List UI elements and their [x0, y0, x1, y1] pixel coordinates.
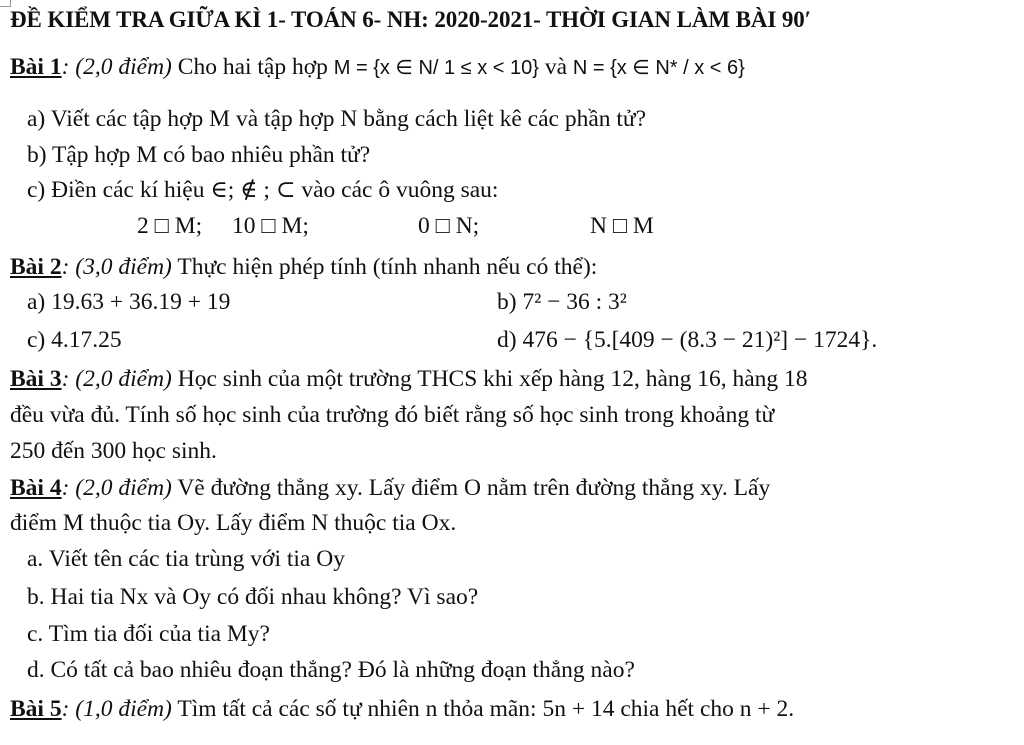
bai3-label: Bài 3: [10, 366, 62, 392]
bai1-and: và: [538, 54, 573, 80]
bai5-label: Bài 5: [10, 696, 62, 722]
bai1-set-m: M = {x ∈ N/ 1 ≤ x < 10}: [333, 57, 539, 79]
bai4-line-1: Vẽ đường thẳng xy. Lấy điểm O nằm trên đường thẳng xy. Lấy: [171, 475, 771, 501]
bai2-heading: [10, 252, 597, 282]
bai3-points: : (2,0 điểm): [61, 366, 172, 392]
bai4-heading: [10, 473, 770, 503]
bai2-label: Bài 2: [10, 254, 62, 280]
bai3-line-3: 250 đến 300 học sinh.: [10, 438, 217, 464]
bai2-text: Thực hiện phép tính (tính nhanh nếu có thể):: [171, 254, 598, 280]
bai4-label: Bài 4: [10, 475, 62, 501]
bai1-question-b: b) Tập hợp M có bao nhiêu phần tử?: [27, 142, 371, 168]
bai4-question-c: c. Tìm tia đối của tia My?: [27, 621, 270, 647]
bai5-points: : (1,0 điểm): [61, 696, 172, 722]
bai2-question-a: a) 19.63 + 36.19 + 19: [27, 289, 231, 315]
bai2-points: : (3,0 điểm): [61, 254, 172, 280]
bai4-question-d: d. Có tất cả bao nhiêu đoạn thẳng? Đó là những đoạn thẳng nào?: [27, 657, 635, 683]
bai4-line-2: điểm M thuộc tia Oy. Lấy điểm N thuộc tia Ox.: [10, 510, 457, 536]
bai1-heading: [10, 52, 745, 83]
bai1-text: Cho hai tập hợp: [171, 54, 334, 80]
bai3-heading: [10, 364, 808, 394]
bai1-label: Bài 1: [10, 54, 62, 80]
bai5-text: Tìm tất cả các số tự nhiên n thỏa mãn: 5n + 14 chia hết cho n + 2.: [171, 696, 795, 722]
exam-title: ĐỀ KIỂM TRA GIỮA KÌ 1- TOÁN 6- NH: 2020-2021- THỜI GIAN LÀM BÀI 90′: [10, 7, 812, 32]
bai1-symbol-2: 10 □ M;: [232, 213, 309, 239]
bai4-question-a: a. Viết tên các tia trùng với tia Oy: [27, 546, 345, 572]
bai1-symbol-4: N □ M: [590, 213, 654, 239]
bai1-symbol-1: 2 □ M;: [137, 213, 203, 239]
bai1-question-c: c) Điền các kí hiệu ∈; ∉ ; ⊂ vào các ô vuông sau:: [27, 177, 499, 203]
bai2-question-c: c) 4.17.25: [27, 327, 122, 353]
bai1-symbol-3: 0 □ N;: [418, 213, 480, 239]
bai4-question-b: b. Hai tia Nx và Oy có đối nhau không? Vì sao?: [27, 584, 479, 610]
bai2-question-d: d) 476 − {5.[409 − (8.3 − 21)²] − 1724}.: [497, 327, 878, 353]
bai5-heading: [10, 694, 794, 724]
bai4-points: : (2,0 điểm): [61, 475, 172, 501]
bai3-line-2: đều vừa đủ. Tính số học sinh của trường đó biết rằng số học sinh trong khoảng từ: [10, 402, 775, 428]
bai1-points: : (2,0 điểm): [61, 54, 172, 80]
bai1-set-n: N = {x ∈ N* / x < 6}: [572, 57, 745, 79]
bai2-question-b: b) 7² − 36 : 3²: [497, 289, 627, 315]
bai3-line-1: Học sinh của một trường THCS khi xếp hàng 12, hàng 16, hàng 18: [171, 366, 808, 392]
bai1-question-a: a) Viết các tập hợp M và tập hợp N bằng cách liệt kê các phần tử?: [27, 106, 647, 132]
